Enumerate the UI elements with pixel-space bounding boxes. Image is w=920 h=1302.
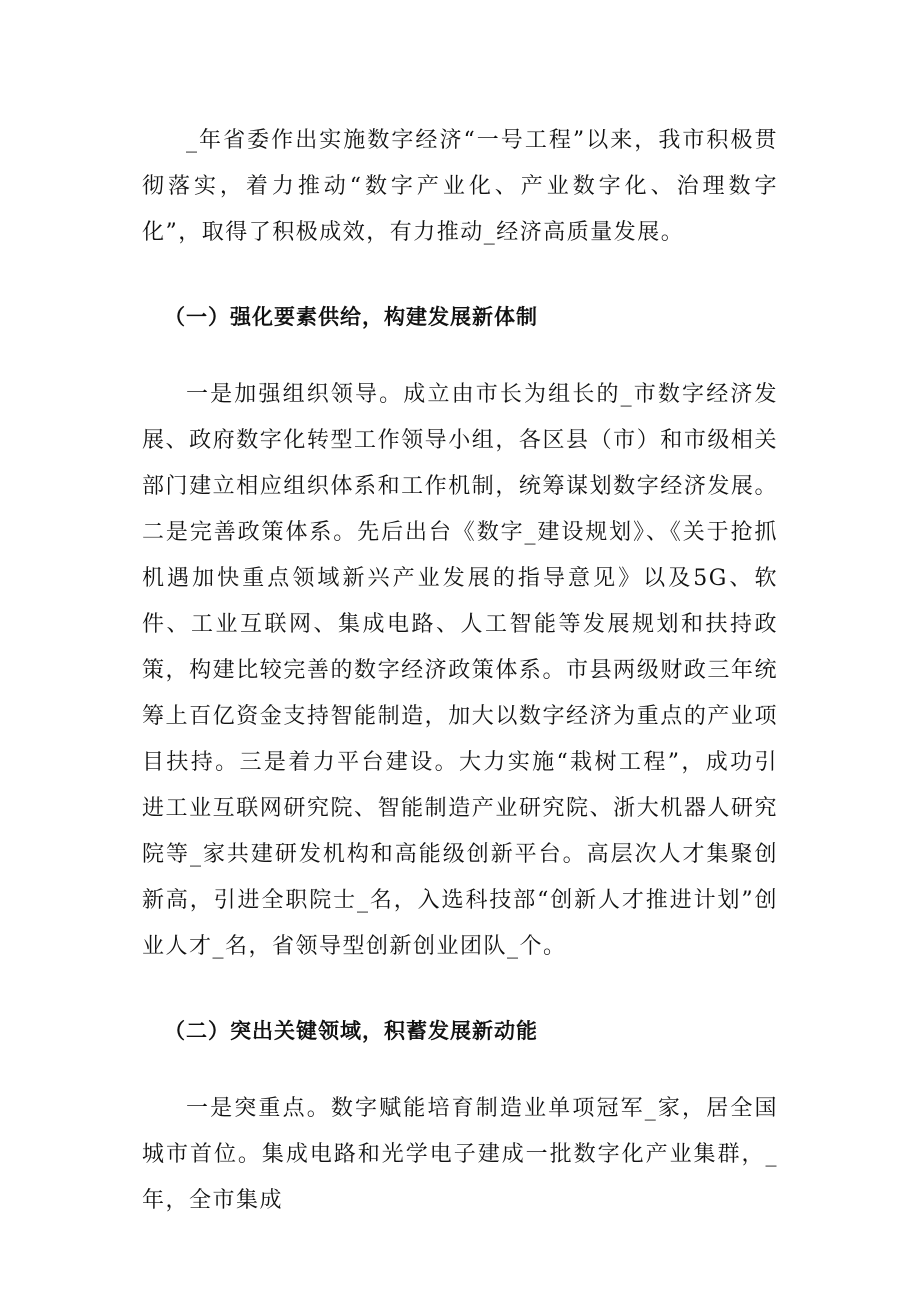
section-1-body: 一是加强组织领导。成立由市长为组长的_市数字经济发展、政府数字化转型工作领导小组，各区县（市）和市级相关部门建立相应组织体系和工作机制，统筹谋划数字经济发展。二是完善政策体系。先后出台《数字_建设规划》、《关于抢抓机遇加快重点领域新兴产业发展的指导意见》以及5G、软件、工业互联网、集成电路、人工智能等发展规划和扶持政策，构建比较完善的数字经济政策体系。市县两级财政三年统筹上百亿资金支持智能制造，加大以数字经济为重点的产业项目扶持。三是着力平台建设。大力实施“栽树工程”，成功引进工业互联网研究院、智能制造产业研究院、浙大机器人研究院等_家共建研发机构和高能级创新平台。高层次人才集聚创新高，引进全职院士_名，入选科技部“创新人才推进计划”创业人才_名，省领导型创新创业团队_个。: [142, 382, 778, 959]
section-heading-2: （二）突出关键领域，积蓄发展新动能: [164, 1019, 538, 1043]
section-heading-1: （一）强化要素供给，构建发展新体制: [164, 305, 538, 329]
intro-paragraph: _年省委作出实施数字经济“一号工程”以来，我市积极贯彻落实，着力推动“数字产业化、产业数字化、治理数字化”，取得了积极成效，有力推动_经济高质量发展。: [142, 128, 778, 245]
section-2-body: 一是突重点。数字赋能培育制造业单项冠军_家，居全国城市首位。集成电路和光学电子建成一批数字化产业集群，_年，全市集成: [142, 1096, 778, 1213]
